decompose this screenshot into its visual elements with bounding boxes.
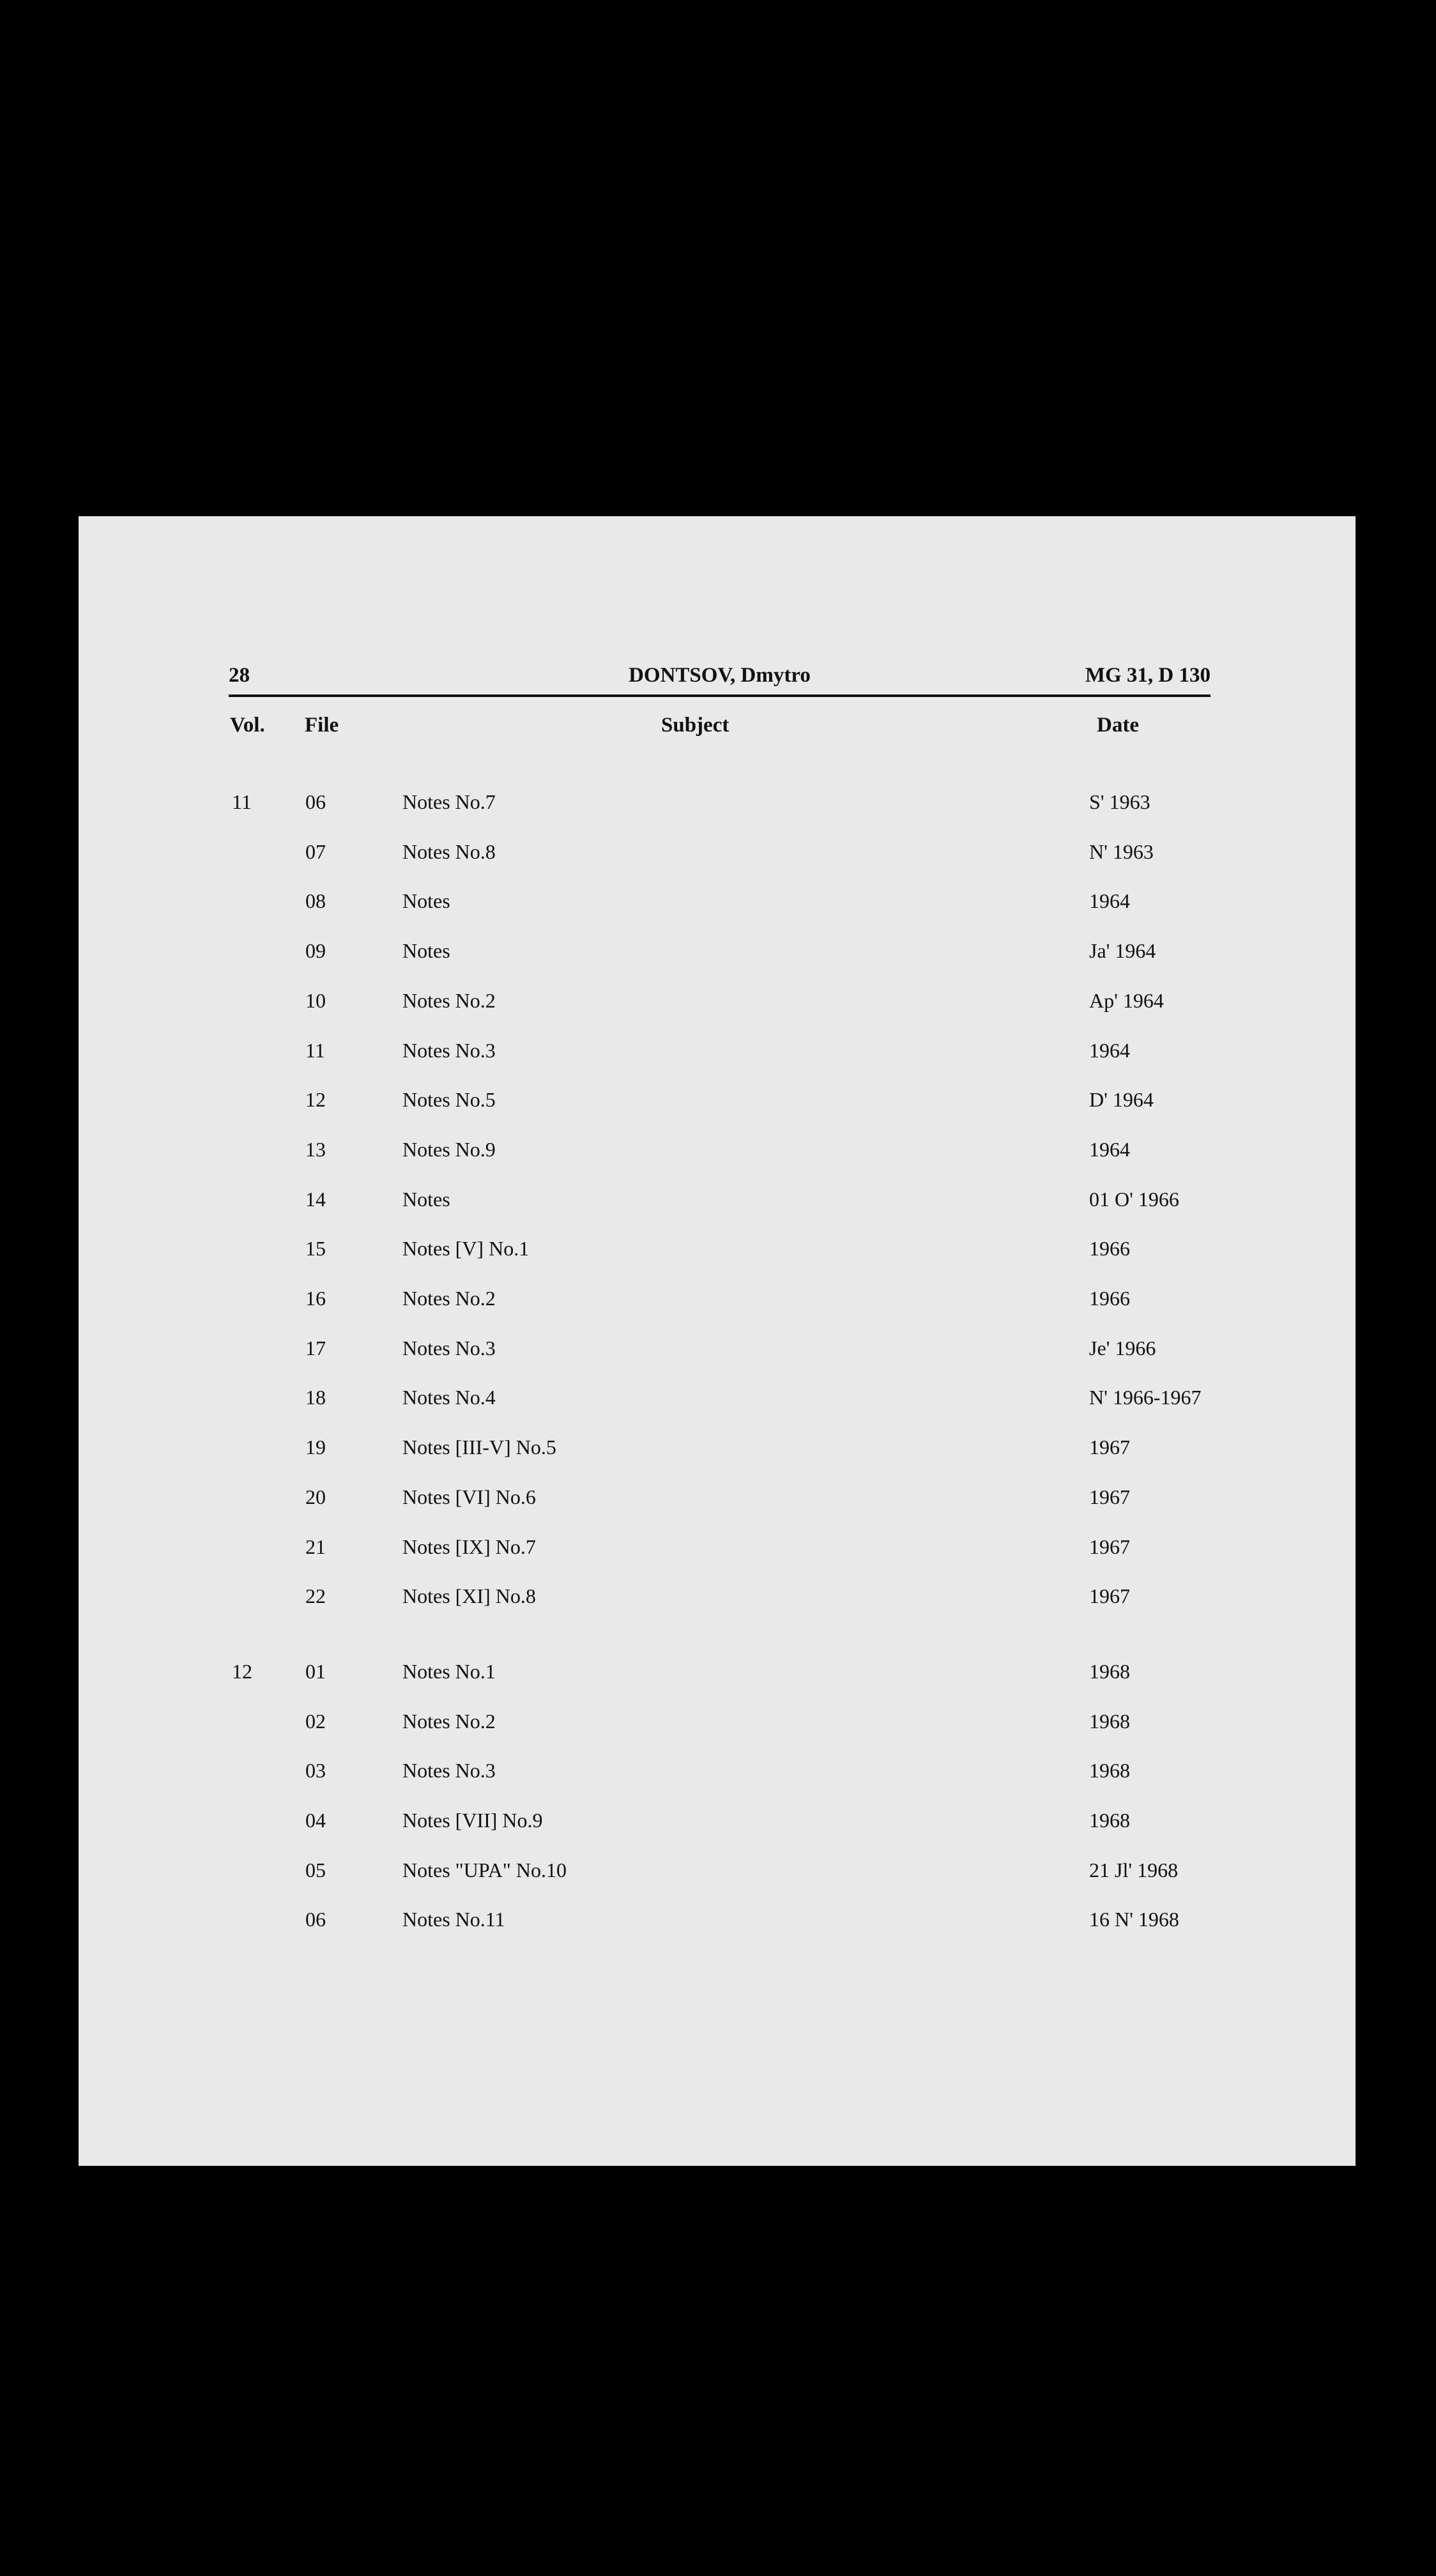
row-file: 21 xyxy=(305,1535,326,1558)
column-header-date: Date xyxy=(1097,714,1139,737)
table-row xyxy=(79,1582,1356,1620)
table-row xyxy=(79,1483,1356,1521)
row-file: 05 xyxy=(305,1859,326,1882)
row-file: 08 xyxy=(305,889,326,912)
row-date: 21 Jl' 1968 xyxy=(1089,1859,1179,1882)
row-date: Ap' 1964 xyxy=(1089,989,1164,1012)
row-subject: Notes No.3 xyxy=(402,1759,496,1782)
row-subject: Notes xyxy=(402,889,450,912)
row-vol: 11 xyxy=(232,790,252,813)
table-row xyxy=(79,1707,1356,1745)
column-header-vol: Vol. xyxy=(230,714,265,737)
row-file: 15 xyxy=(305,1237,326,1260)
table-row xyxy=(79,986,1356,1025)
row-file: 06 xyxy=(305,790,326,813)
page-title: DONTSOV, Dmytro xyxy=(629,664,811,687)
table-row xyxy=(79,1533,1356,1571)
row-date: 1968 xyxy=(1089,1759,1130,1782)
row-date: Je' 1966 xyxy=(1089,1337,1156,1360)
row-file: 04 xyxy=(305,1809,326,1832)
table-row xyxy=(79,1856,1356,1894)
row-date: S' 1963 xyxy=(1089,790,1150,813)
table-row xyxy=(79,887,1356,925)
row-subject: Notes No.9 xyxy=(402,1138,496,1161)
row-subject: Notes No.1 xyxy=(402,1660,496,1683)
row-subject: Notes xyxy=(402,1188,450,1211)
page-header xyxy=(229,661,1211,697)
table-row xyxy=(79,1806,1356,1844)
table-row xyxy=(79,1085,1356,1124)
row-file: 06 xyxy=(305,1908,326,1931)
row-subject: Notes "UPA" No.10 xyxy=(402,1859,567,1882)
row-subject: Notes No.8 xyxy=(402,840,496,863)
row-date: 1966 xyxy=(1089,1287,1130,1310)
row-date: 1967 xyxy=(1089,1485,1130,1508)
row-date: 1968 xyxy=(1089,1710,1130,1733)
row-file: 01 xyxy=(305,1660,326,1683)
row-file: 09 xyxy=(305,939,326,962)
row-subject: Notes No.3 xyxy=(402,1039,496,1062)
row-date: 1967 xyxy=(1089,1584,1130,1607)
row-file: 11 xyxy=(305,1039,325,1062)
reference-code: MG 31, D 130 xyxy=(1085,664,1211,687)
table-row xyxy=(79,1185,1356,1223)
row-file: 02 xyxy=(305,1710,326,1733)
page-number: 28 xyxy=(229,664,250,687)
row-date: 1964 xyxy=(1089,889,1130,912)
row-file: 14 xyxy=(305,1188,326,1211)
document-page xyxy=(79,516,1356,2166)
row-date: 1968 xyxy=(1089,1660,1130,1683)
row-date: N' 1966-1967 xyxy=(1089,1386,1202,1409)
table-row xyxy=(79,937,1356,975)
row-subject: Notes No.2 xyxy=(402,989,496,1012)
row-date: 1964 xyxy=(1089,1138,1130,1161)
row-file: 17 xyxy=(305,1337,326,1360)
row-file: 10 xyxy=(305,989,326,1012)
row-date: 1966 xyxy=(1089,1237,1130,1260)
row-subject: Notes [VII] No.9 xyxy=(402,1809,543,1832)
table-row xyxy=(79,838,1356,876)
row-file: 07 xyxy=(305,840,326,863)
table-row xyxy=(79,788,1356,826)
row-subject: Notes No.3 xyxy=(402,1337,496,1360)
row-subject: Notes No.7 xyxy=(402,790,496,813)
table-row xyxy=(79,1334,1356,1372)
row-date: 1968 xyxy=(1089,1809,1130,1832)
row-date: 1964 xyxy=(1089,1039,1130,1062)
row-date: 1967 xyxy=(1089,1436,1130,1459)
table-row xyxy=(79,1135,1356,1174)
row-file: 03 xyxy=(305,1759,326,1782)
table-row xyxy=(79,1284,1356,1322)
row-file: 16 xyxy=(305,1287,326,1310)
table-row xyxy=(79,1234,1356,1273)
row-date: 1967 xyxy=(1089,1535,1130,1558)
row-subject: Notes [XI] No.8 xyxy=(402,1584,536,1607)
row-subject: Notes No.2 xyxy=(402,1710,496,1733)
row-subject: Notes No.2 xyxy=(402,1287,496,1310)
row-date: 01 O' 1966 xyxy=(1089,1188,1179,1211)
row-subject: Notes [IX] No.7 xyxy=(402,1535,536,1558)
row-file: 20 xyxy=(305,1485,326,1508)
row-file: 19 xyxy=(305,1436,326,1459)
row-subject: Notes [VI] No.6 xyxy=(402,1485,536,1508)
row-subject: Notes No.5 xyxy=(402,1088,496,1111)
table-row xyxy=(79,1036,1356,1075)
row-vol: 12 xyxy=(232,1660,252,1683)
row-date: 16 N' 1968 xyxy=(1089,1908,1179,1931)
table-row xyxy=(79,1657,1356,1696)
row-subject: Notes No.11 xyxy=(402,1908,505,1931)
column-header-subject: Subject xyxy=(661,714,729,737)
row-subject: Notes [V] No.1 xyxy=(402,1237,530,1260)
table-row xyxy=(79,1756,1356,1795)
row-date: N' 1963 xyxy=(1089,840,1154,863)
row-file: 18 xyxy=(305,1386,326,1409)
row-subject: Notes xyxy=(402,939,450,962)
row-file: 22 xyxy=(305,1584,326,1607)
column-header-file: File xyxy=(305,714,339,737)
table-row xyxy=(79,1905,1356,1943)
row-date: Ja' 1964 xyxy=(1089,939,1156,962)
row-file: 13 xyxy=(305,1138,326,1161)
row-file: 12 xyxy=(305,1088,326,1111)
row-subject: Notes No.4 xyxy=(402,1386,496,1409)
table-row xyxy=(79,1383,1356,1422)
row-subject: Notes [III-V] No.5 xyxy=(402,1436,556,1459)
table-row xyxy=(79,1433,1356,1471)
row-date: D' 1964 xyxy=(1089,1088,1154,1111)
